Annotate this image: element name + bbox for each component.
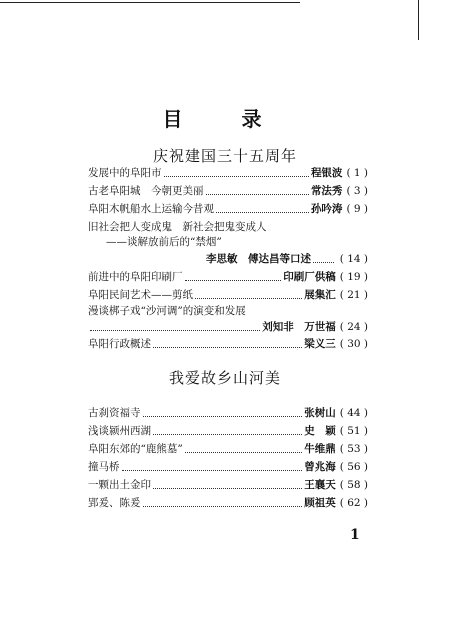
leader-dots (90, 330, 260, 331)
entry-page: ( 44 ) (339, 407, 368, 419)
leader-dots (164, 176, 309, 177)
toc-entry-author-line (206, 252, 368, 266)
entry-title: 阜阳行政概述 (88, 338, 151, 350)
leader-dots (153, 347, 302, 348)
entry-author: 展集汇 (304, 289, 336, 301)
toc-entry[interactable] (88, 460, 368, 474)
entry-page: ( 3 ) (346, 185, 368, 197)
toc-entry[interactable] (88, 270, 368, 284)
leader-dots (153, 488, 302, 489)
entry-author: 李思敏 傅达昌等口述 (206, 253, 311, 265)
entry-author: 刘知非 万世福 (262, 321, 336, 333)
entry-title: 漫谈梆子戏“沙河调”的演变和发展 (88, 305, 246, 317)
leader-dots (195, 298, 302, 299)
entry-page: ( 62 ) (339, 497, 368, 509)
leader-dots (153, 434, 302, 435)
entry-page: ( 1 ) (346, 167, 368, 179)
entry-author: 程银波 (310, 167, 343, 179)
entry-author: 印刷厂供稿 (283, 271, 336, 283)
entry-title: 撞马桥 (88, 461, 120, 473)
entry-title: 郢爰、陈爰 (88, 497, 141, 509)
entry-author: 张树山 (304, 407, 336, 419)
entry-title: 一颗出土金印 (88, 479, 151, 491)
page-title: 目 录 (162, 107, 288, 131)
toc-entry[interactable] (88, 406, 368, 420)
section-heading-2: 我爱故乡山河美 (168, 369, 281, 387)
entry-author: 牛维鼎 (304, 443, 336, 455)
leader-dots (143, 416, 303, 417)
entry-page: ( 30 ) (339, 338, 368, 350)
toc-entry[interactable] (88, 202, 368, 216)
entry-title: 阜阳民间艺术——剪纸 (88, 289, 193, 301)
leader-dots (122, 470, 303, 471)
entry-page: ( 9 ) (346, 203, 368, 215)
entry-author: 王襄天 (304, 479, 336, 491)
entry-title: 阜阳东郊的“鹿熊墓” (88, 443, 183, 455)
entry-page: ( 56 ) (339, 461, 368, 473)
entry-author: 史 颖 (304, 425, 336, 437)
toc-entry[interactable] (88, 424, 368, 438)
section-heading-1: 庆祝建国三十五周年 (152, 147, 297, 165)
entry-title: 古老阜阳城 今朝更美丽 (88, 185, 204, 197)
entry-author: 曾兆海 (304, 461, 336, 473)
entry-page: ( 24 ) (339, 321, 368, 333)
entry-title: 旧社会把人变成鬼 新社会把鬼变成人 (88, 221, 267, 233)
leader-dots (206, 194, 309, 195)
toc-entry[interactable] (88, 496, 368, 510)
entry-title: 古刹资福寺 (88, 407, 141, 419)
leader-dots (185, 280, 282, 281)
right-border-line (418, 0, 419, 40)
leader-dots (185, 452, 303, 453)
toc-entry[interactable] (88, 304, 368, 318)
leader-dots (216, 212, 309, 213)
entry-title: 前进中的阜阳印刷厂 (88, 271, 183, 283)
entry-page: ( 51 ) (339, 425, 368, 437)
entry-page: ( 19 ) (339, 271, 368, 283)
toc-entry[interactable] (88, 478, 368, 492)
page-number: 1 (350, 527, 360, 543)
entry-subtitle: ——谈解放前后的“禁烟” (106, 236, 222, 248)
entry-title: 浅谈颍州西湖 (88, 425, 151, 437)
entry-page: ( 53 ) (339, 443, 368, 455)
entry-page: ( 14 ) (339, 253, 368, 265)
toc-entry-author-line (88, 320, 368, 334)
entry-author: 梁义三 (304, 338, 336, 350)
entry-author: 常法秀 (310, 185, 343, 197)
entry-title: 阜阳木帆船水上运输今昔观 (88, 203, 214, 215)
leader-dots (143, 506, 303, 507)
toc-entry[interactable] (88, 166, 368, 180)
entry-page: ( 21 ) (339, 289, 368, 301)
leader-dots (313, 262, 334, 263)
entry-author: 孙吟涛 (310, 203, 343, 215)
toc-entry[interactable] (88, 288, 368, 302)
entry-page: ( 58 ) (339, 479, 368, 491)
toc-entry[interactable] (88, 184, 368, 198)
toc-entry[interactable] (88, 442, 368, 456)
entry-title: 发展中的阜阳市 (88, 167, 162, 179)
entry-author: 顾祖英 (304, 497, 336, 509)
toc-entry[interactable] (88, 220, 368, 234)
toc-entry[interactable] (88, 337, 368, 351)
top-border-line (0, 2, 300, 3)
